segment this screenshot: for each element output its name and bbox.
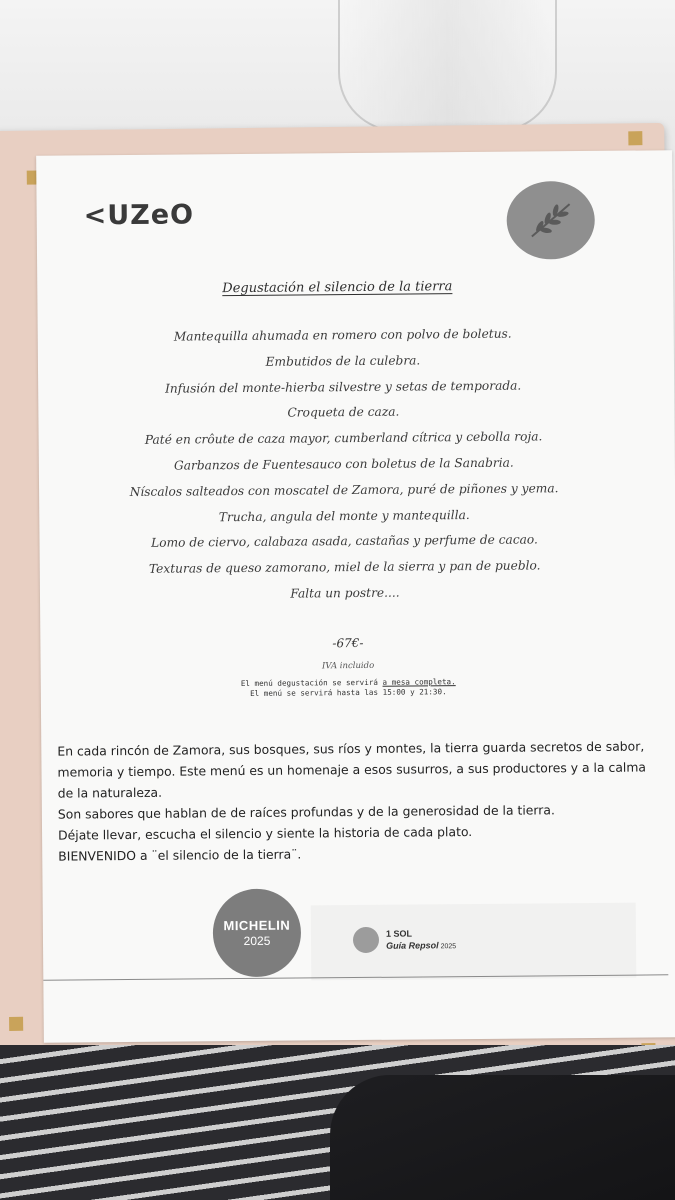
- dish-item: Trucha, angula del monte y mantequilla.: [218, 507, 470, 524]
- service-notes: [41, 675, 656, 700]
- michelin-year: 2025: [243, 933, 271, 949]
- menu-title: Degustación el silencio de la tierra: [222, 279, 453, 297]
- dish-list: [38, 320, 650, 609]
- dish-item: Lomo de ciervo, calabaza asada, castañas y perfume de cacao.: [151, 532, 538, 551]
- intro-text: [57, 735, 648, 866]
- michelin-label: MICHELIN: [223, 917, 291, 934]
- dish-item: Texturas de queso zamorano, miel de la sierra y pan de pueblo.: [148, 558, 541, 576]
- folder-corner-top-right: [628, 131, 642, 145]
- olive-branch-icon: [506, 181, 595, 260]
- repsol-year: 2025: [440, 943, 457, 951]
- wine-glass: [338, 0, 557, 132]
- menu-sheet: [36, 150, 675, 1043]
- michelin-badge: [213, 889, 302, 978]
- repsol-guide: [386, 940, 456, 951]
- dish-item: Garbanzos de Fuentesauco con boletus de la Sanabria.: [173, 455, 514, 473]
- repsol-suns: 1 SOL: [385, 928, 413, 939]
- intro-paragraph: Son sabores que hablan de de raíces profundas y de la generosidad de la tierra.: [57, 802, 555, 822]
- dish-item: Mantequilla ahumada en romero con polvo de boletus.: [173, 326, 512, 344]
- dish-item: Embutidos de la culebra.: [265, 353, 421, 369]
- dark-clothing: [330, 1075, 675, 1200]
- tax-note: IVA incluido: [321, 660, 375, 672]
- intro-paragraph: En cada rincón de Zamora, sus bosques, sus ríos y montes, la tierra guarda secretos de sabor, memoria y tiempo. Este menú es un homenaje a esos susurros, a sus productores y a la calma de la naturaleza.: [57, 738, 647, 801]
- menu-price: -67€-: [332, 635, 364, 651]
- repsol-sun-icon: [353, 927, 379, 953]
- intro-paragraph: BIENVENIDO a ¨el silencio de la tierra¨.: [58, 846, 302, 864]
- service-note-2: El menú se servirá hasta las 15:00 y 21:30.: [250, 687, 447, 698]
- folder-corner-bottom-left: [9, 1017, 23, 1031]
- service-note-1-text: El menú degustación se servirá: [240, 677, 383, 689]
- dish-item: Falta un postre....: [290, 585, 400, 601]
- dish-item: Níscalos salteados con moscatel de Zamora, puré de piñones y yema.: [129, 481, 559, 499]
- intro-paragraph: Déjate llevar, escucha el silencio y siente la historia de cada plato.: [58, 824, 473, 843]
- dish-item: Paté en crôute de caza mayor, cumberland cítrica y cebolla roja.: [144, 429, 543, 448]
- repsol-guide-name: Guía Repsol: [386, 940, 439, 951]
- service-note-1-emphasis: a mesa completa.: [382, 677, 456, 687]
- dish-item: Croqueta de caza.: [287, 405, 400, 420]
- restaurant-logo: <UZeO: [83, 199, 195, 232]
- dish-item: Infusión del monte-hierba silvestre y setas de temporada.: [165, 378, 522, 396]
